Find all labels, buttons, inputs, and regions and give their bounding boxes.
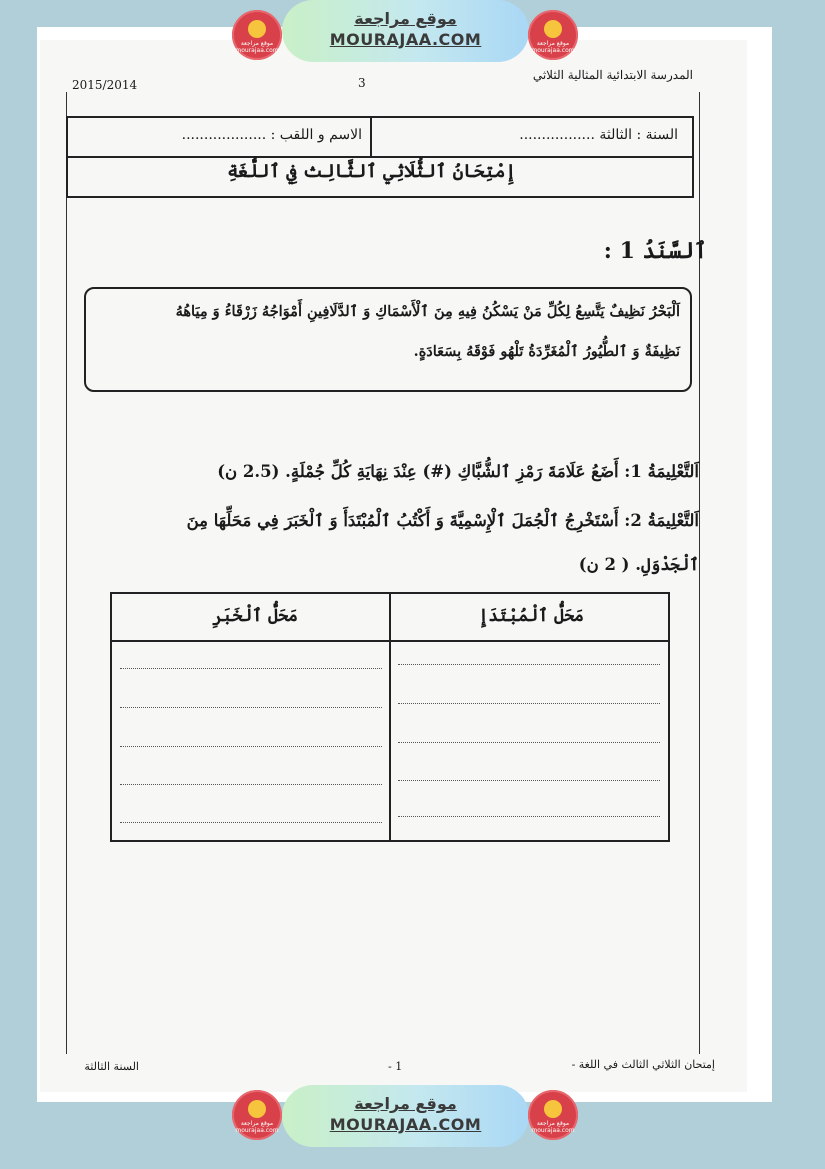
logo-badge-left-top[interactable] xyxy=(232,10,282,60)
logo-icon xyxy=(248,20,266,38)
site-name-latin: MOURAJAA.COM xyxy=(329,30,482,49)
answer-line[interactable] xyxy=(120,822,382,823)
answer-table xyxy=(110,592,670,842)
header-box xyxy=(66,116,694,198)
instruction-1: اَلتَّعْلِيمَةُ 1: أَضَعُ عَلَامَةَ رَمْزِ ٱلشُّبَّاكِ (#) عِنْدَ نِهَايَةِ كُلِّ جُمْلَةٍ. (2.5 ن) xyxy=(217,462,699,481)
header-row-divider xyxy=(68,156,692,158)
student-name-field[interactable]: الاسم و اللقب : ................... xyxy=(181,127,362,143)
page-number: 3 xyxy=(358,76,366,90)
logo-caption: موقع مراجعة mourajaa.com xyxy=(235,1120,279,1134)
column-header-subject: مَحَلُّ ٱلْمُبْتَدَإِ xyxy=(478,606,584,626)
table-column-divider xyxy=(389,594,391,840)
logo-icon xyxy=(248,1100,266,1118)
answer-line[interactable] xyxy=(120,707,382,708)
site-name-arabic: موقع مراجعة xyxy=(354,1094,457,1113)
table-header-divider xyxy=(112,640,668,642)
logo-icon xyxy=(544,1100,562,1118)
answer-line[interactable] xyxy=(398,816,660,817)
school-year: 2015/2014 xyxy=(72,78,138,92)
site-banner-bottom[interactable] xyxy=(282,1085,529,1147)
answer-line[interactable] xyxy=(398,780,660,781)
answer-line[interactable] xyxy=(120,784,382,785)
instruction-2-line-1: اَلتَّعْلِيمَةُ 2: أَسْتَخْرِجُ ٱلْجُمَلَ ٱلْإِسْمِيَّةَ وَ أَكْتُبُ ٱلْمُبْتَدَأَ وَ ٱلْخَبَرَ فِي مَحَلِّهَا مِنَ xyxy=(186,511,699,530)
answer-line[interactable] xyxy=(398,742,660,743)
logo-badge-right-top[interactable] xyxy=(528,10,578,60)
document-label: ٱلسَّنَدُ 1 : xyxy=(603,238,707,264)
logo-caption: موقع مراجعة mourajaa.com xyxy=(531,40,575,54)
site-name-arabic: موقع مراجعة xyxy=(354,9,457,28)
logo-icon xyxy=(544,20,562,38)
answer-line[interactable] xyxy=(398,664,660,665)
logo-caption: موقع مراجعة mourajaa.com xyxy=(235,40,279,54)
reading-text-line-1: اَلْبَحْرُ نَظِيفٌ يَتَّسِعُ لِكُلِّ مَنْ يَسْكُنُ فِيهِ مِنَ ٱلْأَسْمَاكِ وَ ٱلدَّلَافِينِ أَمْوَاجُهُ زَرْقَاءُ وَ مِيَاهُهُ xyxy=(175,303,680,320)
header-divider xyxy=(370,118,372,156)
answer-line[interactable] xyxy=(120,668,382,669)
exam-title: إِمْتِحَانُ ٱلثُّلَاثِي ٱلثَّالِث فِي ٱللُّغَةِ xyxy=(227,161,516,182)
footer-grade: السنة الثالثة xyxy=(84,1060,139,1073)
column-header-predicate: مَحَلُّ ٱلْخَبَرِ xyxy=(212,606,298,626)
logo-badge-right-bottom[interactable] xyxy=(528,1090,578,1140)
reading-text-box xyxy=(84,287,692,392)
logo-badge-left-bottom[interactable] xyxy=(232,1090,282,1140)
answer-line[interactable] xyxy=(398,703,660,704)
site-banner-top[interactable] xyxy=(282,0,529,62)
reading-text-line-2: نَظِيفَةٌ وَ ٱلطُّيُورُ ٱلْمُغَرِّدَةُ تَلْهُو فَوْقَهُ بِسَعَادَةٍ. xyxy=(413,343,680,360)
logo-caption: موقع مراجعة mourajaa.com xyxy=(531,1120,575,1134)
site-name-latin: MOURAJAA.COM xyxy=(329,1115,482,1134)
footer-page-number: - 1 xyxy=(388,1060,403,1073)
instruction-2-line-2: ٱلْجَدْوَلِ. ( 2 ن) xyxy=(578,555,699,574)
footer-exam-name: إمتحان الثلاثي الثالث في اللغة - xyxy=(571,1058,715,1071)
grade-field[interactable]: السنة : الثالثة ................. xyxy=(519,127,678,143)
answer-line[interactable] xyxy=(120,746,382,747)
school-name: المدرسة الابتدائية المثالية الثلاثي xyxy=(532,68,693,82)
